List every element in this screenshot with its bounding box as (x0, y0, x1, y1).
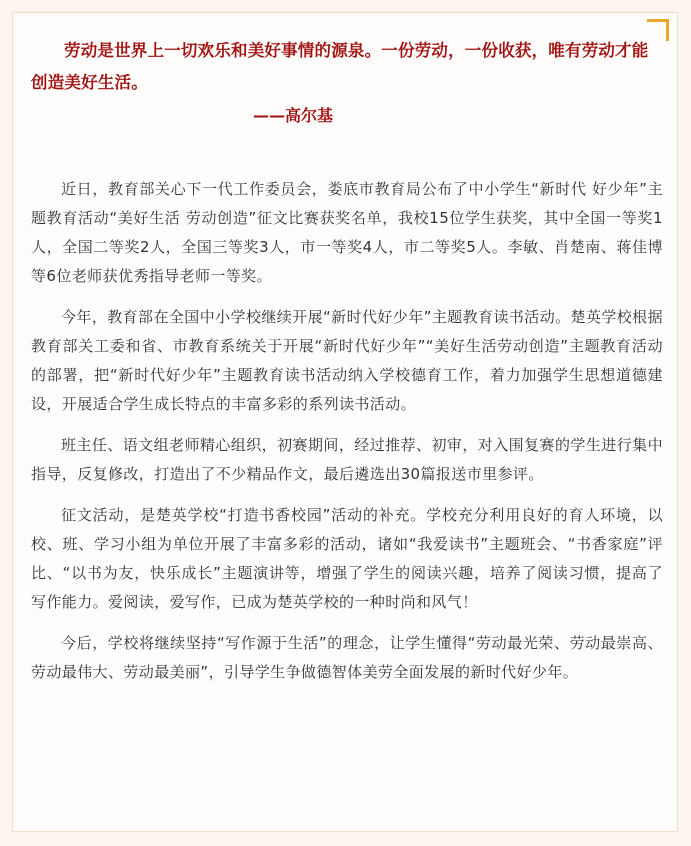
quote-text: 劳动是世界上一切欢乐和美好事情的源泉。一份劳动，一份收获，唯有劳动才能创造美好生活。 (31, 41, 649, 92)
article-frame (12, 12, 678, 832)
paragraph-reading-campaign: 今年，教育部在全国中小学校继续开展“新时代好少年”主题教育读书活动。楚英学校根据教育部关工委和省、市教育系统关于开展“新时代好少年”“美好生活劳动创造”主题教育活动的部署，把“新时代好少年”主题教育读书活动纳入学校德育工作，着力加强学生思想道德建设，开展适合学生成长特点的丰富多彩的系列读书活动。 (31, 308, 663, 413)
quote-author: ——高尔基 (253, 106, 334, 125)
paragraph-teacher-guidance: 班主任、语文组老师精心组织，初赛期间，经过推荐、初审，对入围复赛的学生进行集中指导，反复修改，打造出了不少精品作文，最后遴选出30篇报送市里参评。 (31, 436, 663, 483)
paragraph-essay-activity: 征文活动，是楚英学校“打造书香校园”活动的补充。学校充分利用良好的育人环境，以校、班、学习小组为单位开展了丰富多彩的活动，诸如“我爱读书”主题班会、“书香家庭”评比、“以书为友，快乐成长”主题演讲等，增强了学生的阅读兴趣，培养了阅读习惯，提高了写作能力。爱阅读，爱写作，已成为楚英学校的一种时尚和风气！ (31, 506, 663, 611)
paragraph-award-announcement: 近日，教育部关心下一代工作委员会，娄底市教育局公布了中小学生“新时代 好少年”主题教育活动“美好生活 劳动创造”征文比赛获奖名单，我校15位学生获奖，其中全国一等奖1人，全国二等奖2人，全国三等奖3人，市一等奖4人，市二等奖5人。李敏、肖楚南、蒋佳博等6位老师获优秀指导老师一等奖。 (31, 180, 663, 285)
article-content (31, 35, 663, 687)
paragraph-future-plan: 今后，学校将继续坚持“写作源于生活”的理念，让学生懂得“劳动最光荣、劳动最崇高、劳动最伟大、劳动最美丽”，引导学生争做德智体美劳全面发展的新时代好少年。 (31, 634, 663, 681)
